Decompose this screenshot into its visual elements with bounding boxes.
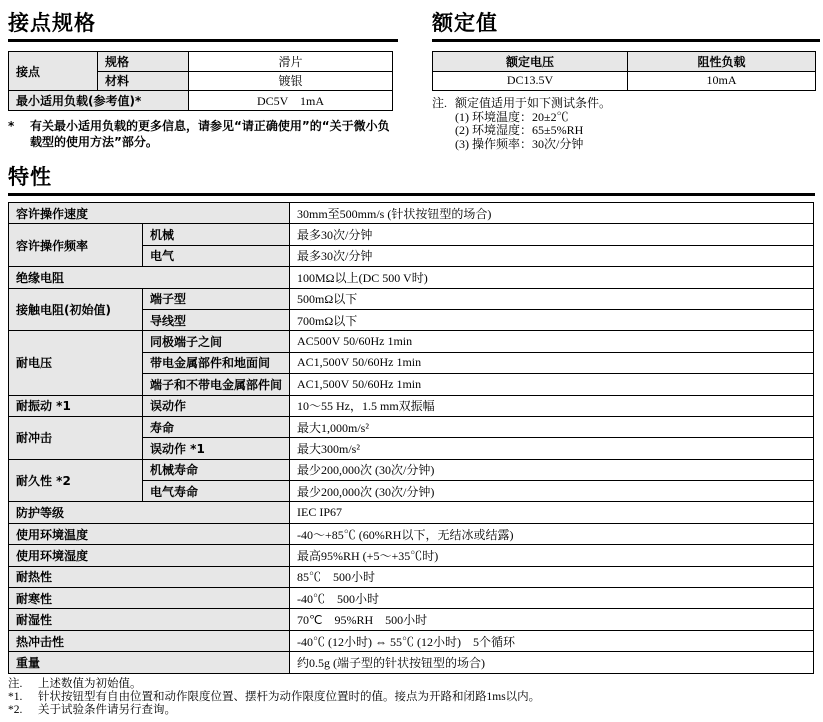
row-value-cell: 10mA bbox=[628, 71, 816, 91]
note-line bbox=[8, 691, 815, 704]
table-row bbox=[9, 459, 814, 480]
row-value-cell: -40～+85℃ (60%RH以下，无结冰或结露) bbox=[290, 523, 814, 544]
table-row bbox=[9, 588, 814, 609]
table-row bbox=[9, 652, 814, 673]
note-text: 针状按钮型有自由位置和动作限度位置、摆杆为动作限度位置时的值。接点为开路和闭路1ms以内。 bbox=[38, 690, 541, 703]
row-sublabel-cell: 电气寿命 bbox=[143, 481, 290, 502]
table-row bbox=[9, 52, 393, 72]
table-row bbox=[9, 395, 814, 416]
row-sublabel-cell: 电气 bbox=[143, 245, 290, 266]
note-line bbox=[8, 678, 815, 691]
row-sublabel-cell: 端子和不带电金属部件间 bbox=[143, 374, 290, 395]
row-value-cell: 最多30次/分钟 bbox=[290, 224, 814, 245]
row-label-cell: 容许操作频率 bbox=[9, 224, 143, 267]
row-sublabel-cell: 材料 bbox=[98, 71, 189, 91]
footnote-text: 有关最小适用负载的更多信息，请参见“请正确使用”的“关于微小负载型的使用方法”部分。 bbox=[30, 118, 390, 149]
row-value-cell: AC1,500V 50/60Hz 1min bbox=[290, 374, 814, 395]
row-label-cell: 耐振动 *1 bbox=[9, 395, 143, 416]
row-sublabel-cell: 机械 bbox=[143, 224, 290, 245]
row-value-cell: 镀银 bbox=[189, 71, 393, 91]
rated-values-note bbox=[432, 97, 820, 151]
table-row bbox=[9, 630, 814, 651]
note-marker: 注. bbox=[8, 677, 23, 690]
row-value-cell: 10～55 Hz，1.5 mm双振幅 bbox=[290, 395, 814, 416]
row-value-cell: 700mΩ以下 bbox=[290, 309, 814, 330]
section-contact-spec bbox=[8, 10, 398, 150]
row-label-cell: 接点 bbox=[9, 52, 98, 91]
table-row bbox=[9, 91, 393, 111]
row-value-cell: 滑片 bbox=[189, 52, 393, 72]
characteristics-title: 特性 bbox=[8, 164, 815, 196]
row-label-cell: 耐冲击 bbox=[9, 416, 143, 459]
row-label-cell: 绝缘电阻 bbox=[9, 267, 290, 288]
footnote-marker: * bbox=[8, 118, 15, 133]
table-row bbox=[9, 523, 814, 544]
row-value-cell: 70℃ 95%RH 500小时 bbox=[290, 609, 814, 630]
note-marker: 注. bbox=[432, 96, 448, 111]
row-sublabel-cell: 误动作 *1 bbox=[143, 438, 290, 459]
note-line bbox=[8, 704, 815, 717]
row-value-cell: 最多30次/分钟 bbox=[290, 245, 814, 266]
table-row bbox=[9, 203, 814, 224]
contact-spec-title: 接点规格 bbox=[8, 10, 398, 42]
note-text: 额定值适用于如下测试条件。 bbox=[455, 96, 612, 111]
row-label-cell: 耐电压 bbox=[9, 331, 143, 395]
row-value-cell: 500mΩ以下 bbox=[290, 288, 814, 309]
table-header-row bbox=[433, 52, 816, 72]
section-characteristics bbox=[8, 164, 815, 717]
row-label-cell: 容许操作速度 bbox=[9, 203, 290, 224]
note-text: 关于试验条件请另行查询。 bbox=[38, 703, 176, 716]
row-sublabel-cell: 同极端子之间 bbox=[143, 331, 290, 352]
row-value-cell: DC13.5V bbox=[433, 71, 628, 91]
note-text: 上述数值为初始值。 bbox=[38, 677, 142, 690]
row-value-cell: DC5V 1mA bbox=[189, 91, 393, 111]
table-row bbox=[9, 416, 814, 437]
table-row bbox=[9, 288, 814, 309]
contact-spec-footnote bbox=[8, 118, 398, 150]
row-value-cell: 100MΩ以上(DC 500 V时) bbox=[290, 267, 814, 288]
test-condition: (2) 环境湿度：65±5%RH bbox=[455, 123, 584, 138]
table-row bbox=[9, 331, 814, 352]
row-label-cell: 使用环境温度 bbox=[9, 523, 290, 544]
rated-values-title: 额定值 bbox=[432, 10, 820, 42]
row-value-cell: IEC IP67 bbox=[290, 502, 814, 523]
note-marker: *1. bbox=[8, 690, 23, 703]
row-label-cell: 耐久性 *2 bbox=[9, 459, 143, 502]
row-value-cell: AC1,500V 50/60Hz 1min bbox=[290, 352, 814, 373]
row-sublabel-cell: 导线型 bbox=[143, 309, 290, 330]
row-sublabel-cell: 误动作 bbox=[143, 395, 290, 416]
row-value-cell: 最大1,000m/s² bbox=[290, 416, 814, 437]
row-label-cell: 使用环境湿度 bbox=[9, 545, 290, 566]
row-value-cell: 最高95%RH (+5～+35℃时) bbox=[290, 545, 814, 566]
characteristics-table bbox=[8, 202, 814, 674]
row-value-cell: -40℃ 500小时 bbox=[290, 588, 814, 609]
row-sublabel-cell: 机械寿命 bbox=[143, 459, 290, 480]
note-line bbox=[432, 97, 820, 111]
table-row bbox=[9, 566, 814, 587]
test-condition: (1) 环境温度：20±2℃ bbox=[455, 109, 569, 124]
row-label-cell: 重量 bbox=[9, 652, 290, 673]
row-value-cell: 最少200,000次 (30次/分钟) bbox=[290, 481, 814, 502]
section-rated-values bbox=[432, 10, 820, 151]
note-marker: *2. bbox=[8, 703, 23, 716]
row-value-cell: 最大300m/s² bbox=[290, 438, 814, 459]
row-value-cell: 最少200,000次 (30次/分钟) bbox=[290, 459, 814, 480]
table-row bbox=[9, 224, 814, 245]
row-value-cell: -40℃ (12小时) ⇔ 55℃ (12小时) 5个循环 bbox=[290, 630, 814, 651]
row-value-cell: AC500V 50/60Hz 1min bbox=[290, 331, 814, 352]
row-label-cell: 防护等级 bbox=[9, 502, 290, 523]
contact-spec-table bbox=[8, 51, 393, 111]
table-row bbox=[9, 267, 814, 288]
row-sublabel-cell: 端子型 bbox=[143, 288, 290, 309]
row-label-cell: 耐湿性 bbox=[9, 609, 290, 630]
row-label-cell: 耐寒性 bbox=[9, 588, 290, 609]
row-sublabel-cell: 寿命 bbox=[143, 416, 290, 437]
table-row bbox=[9, 545, 814, 566]
header-cell-load: 阻性负载 bbox=[628, 52, 816, 72]
row-label-cell: 接触电阻(初始值) bbox=[9, 288, 143, 331]
row-label-cell: 热冲击性 bbox=[9, 630, 290, 651]
table-row bbox=[9, 502, 814, 523]
table-row bbox=[433, 71, 816, 91]
row-label-cell: 耐热性 bbox=[9, 566, 290, 587]
table-row bbox=[9, 609, 814, 630]
row-label-cell: 最小适用负载(参考值)* bbox=[9, 91, 189, 111]
characteristics-notes bbox=[8, 678, 815, 717]
test-condition: (3) 操作频率：30次/分钟 bbox=[455, 136, 584, 151]
header-cell-voltage: 额定电压 bbox=[433, 52, 628, 72]
row-value-cell: 85℃ 500小时 bbox=[290, 566, 814, 587]
row-value-cell: 约0.5g (端子型的针状按钮型的场合) bbox=[290, 652, 814, 673]
row-value-cell: 30mm至500mm/s (针状按钮型的场合) bbox=[290, 203, 814, 224]
rated-values-table bbox=[432, 51, 816, 91]
row-sublabel-cell: 带电金属部件和地面间 bbox=[143, 352, 290, 373]
row-sublabel-cell: 规格 bbox=[98, 52, 189, 72]
